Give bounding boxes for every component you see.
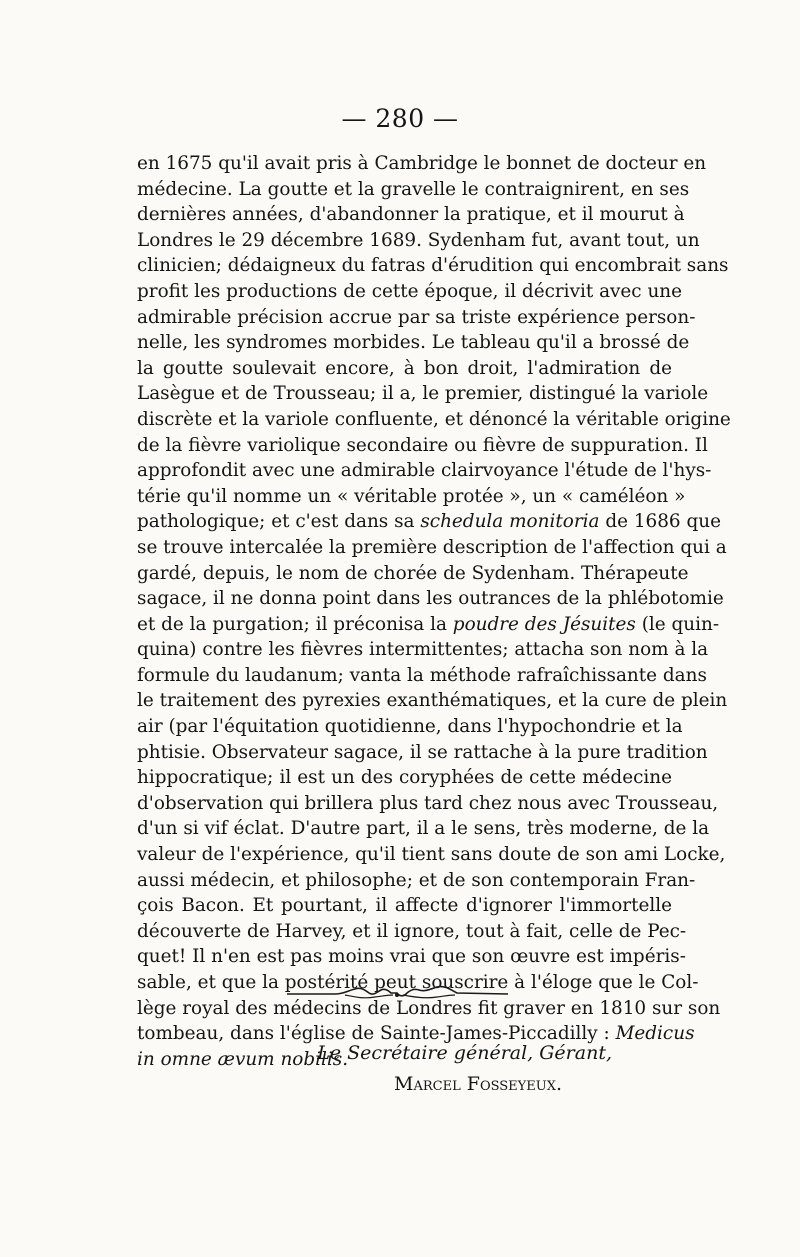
page-number: — 280 — <box>341 104 459 133</box>
text-line: aussi médecin, et philosophe; et de son contemporain Fran- <box>137 869 696 891</box>
italic-title: schedula monitoria <box>420 511 600 533</box>
text-line: quina) contre les fièvres intermittentes; attacha son nom à la <box>137 639 709 661</box>
text-fragment: et de la purgation; il préconisa la <box>137 613 453 635</box>
text-line: sagace, il ne donna point dans les outrances de la phlébotomie <box>137 588 724 610</box>
body-text <box>137 151 731 1072</box>
text-line: le traitement des pyrexies exanthématiques, et la cure de plein <box>137 690 728 712</box>
text-line: formule du laudanum; vanta la méthode rafraîchissante dans <box>137 664 707 686</box>
text-fragment: de 1686 que <box>599 511 721 533</box>
signature-name: Marcel Fosseyeux. <box>394 1073 562 1095</box>
italic-title: poudre des Jésuites <box>452 613 636 635</box>
text-line: de la fièvre variolique secondaire ou fièvre de suppuration. Il <box>137 434 708 456</box>
text-line: térie qu'il nomme un « véritable protée », un « caméléon » <box>137 485 686 507</box>
text-line: clinicien; dédaigneux du fatras d'érudition qui encombrait sans <box>137 255 729 277</box>
text-fragment: (le quin- <box>635 613 720 635</box>
text-line: admirable précision accrue par sa triste expérience person- <box>137 306 696 328</box>
signature-title: Le Secrétaire général, Gérant, <box>317 1042 612 1064</box>
text-line: dernières années, d'abandonner la pratique, et il mourut à <box>137 204 685 226</box>
text-line: la goutte soulevait encore, à bon droit, l'admiration de <box>137 357 672 379</box>
text-line: çois Bacon. Et pourtant, il affecte d'ignorer l'immortelle <box>137 895 672 917</box>
ornament-divider-icon <box>285 978 510 1008</box>
italic-quote: in omne ævum nobilis. <box>137 1048 349 1070</box>
text-line: quet! Il n'en est pas moins vrai que son œuvre est impéris- <box>137 946 686 968</box>
text-line: valeur de l'expérience, qu'il tient sans doute de son ami Locke, <box>137 844 726 866</box>
text-line: sable, et que la postérité peut souscrire à l'éloge que le Col- <box>137 972 699 993</box>
text-line: gardé, depuis, le nom de chorée de Sydenham. Thérapeute <box>137 562 689 584</box>
text-line <box>137 509 721 535</box>
text-line <box>137 612 720 638</box>
text-fragment: tombeau, dans l'église de Sainte-James-Piccadilly : <box>137 1023 616 1045</box>
text-line: se trouve intercalée la première description de l'affection qui a <box>137 536 727 558</box>
text-line: d'observation qui brillera plus tard chez nous avec Trousseau, <box>137 792 719 814</box>
text-line: air (par l'équitation quotidienne, dans l'hypochondrie et la <box>137 716 683 738</box>
text-line: hippocratique; il est un des coryphées de cette médecine <box>137 767 672 789</box>
text-line: discrète et la variole confluente, et dénoncé la véritable origine <box>137 408 731 430</box>
text-line: médecine. La goutte et la gravelle le contraignirent, en ses <box>137 178 690 200</box>
text-line: en 1675 qu'il avait pris à Cambridge le bonnet de docteur en <box>137 153 707 174</box>
text-line: Londres le 29 décembre 1689. Sydenham fut, avant tout, un <box>137 229 700 251</box>
italic-quote: Medicus <box>615 1023 695 1045</box>
text-line: profit les productions de cette époque, il décrivit avec une <box>137 280 683 302</box>
text-line: approfondit avec une admirable clairvoyance l'étude de l'hys- <box>137 460 712 482</box>
text-line: phtisie. Observateur sagace, il se rattache à la pure tradition <box>137 741 708 763</box>
text-line: nelle, les syndromes morbides. Le tableau qu'il a brossé de <box>137 332 690 354</box>
text-fragment: pathologique; et c'est dans sa <box>137 511 421 533</box>
text-line: découverte de Harvey, et il ignore, tout à fait, celle de Pec- <box>137 920 687 942</box>
text-line: lège royal des médecins de Londres fit graver en 1810 sur son <box>137 997 721 1019</box>
text-line: Lasègue et de Trousseau; il a, le premier, distingué la variole <box>137 383 709 405</box>
text-line: d'un si vif éclat. D'autre part, il a le sens, très moderne, de la <box>137 818 710 840</box>
